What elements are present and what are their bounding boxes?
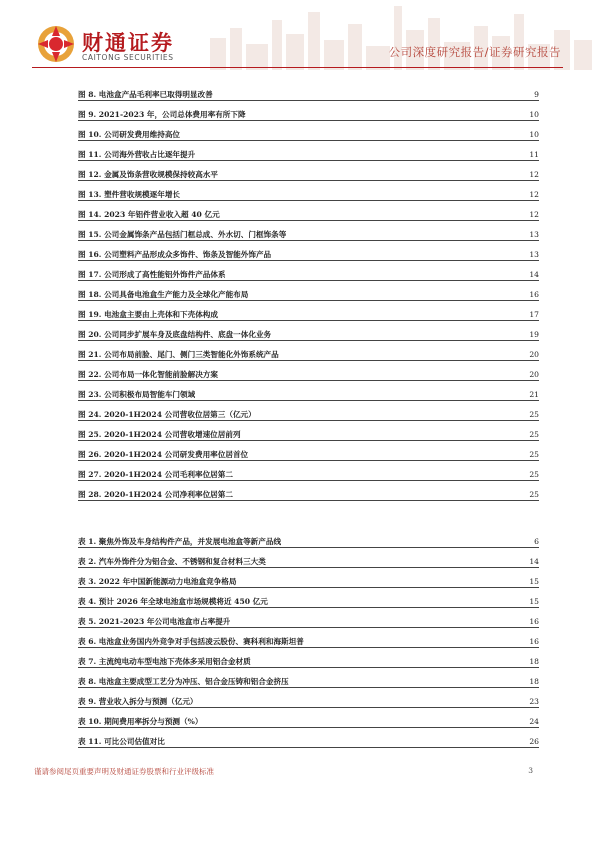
figure-entry-label: 图 23. 公司积极布局智能车门领域 [78, 390, 196, 399]
figure-entry-label: 图 11. 公司海外营收占比逐年提升 [78, 150, 196, 159]
table-entry[interactable] [78, 571, 539, 591]
table-entry-page: 16 [529, 617, 539, 626]
figure-entry[interactable] [78, 144, 539, 164]
figure-entry-page: 12 [529, 210, 539, 219]
figure-entry-page: 10 [529, 110, 539, 119]
table-entry[interactable] [78, 671, 539, 691]
figure-entry[interactable] [78, 304, 539, 324]
table-entry[interactable] [78, 551, 539, 571]
row-divider [78, 280, 539, 281]
figure-entry-label: 图 26. 2020-1H2024 公司研发费用率位居首位 [78, 450, 249, 459]
table-entry-page: 26 [529, 737, 539, 746]
figure-entry-label: 图 15. 公司金属饰条产品包括门框总成、外水切、门框饰条等 [78, 230, 287, 239]
figure-entry-page: 16 [529, 290, 539, 299]
table-entry[interactable] [78, 711, 539, 731]
row-divider [78, 220, 539, 221]
figure-entry-page: 17 [529, 310, 539, 319]
row-divider [78, 707, 539, 708]
table-entry[interactable] [78, 691, 539, 711]
table-entry-page: 14 [529, 557, 539, 566]
table-entry[interactable] [78, 731, 539, 751]
row-divider [78, 300, 539, 301]
figure-entry-label: 图 28. 2020-1H2024 公司净利率位居第二 [78, 490, 233, 499]
table-entry[interactable] [78, 651, 539, 671]
row-divider [78, 647, 539, 648]
row-divider [78, 400, 539, 401]
figure-entry[interactable] [78, 244, 539, 264]
figure-entry[interactable] [78, 464, 539, 484]
figure-entry[interactable] [78, 364, 539, 384]
figure-entry-page: 25 [529, 430, 539, 439]
figure-entry-label: 图 17. 公司形成了高性能铝外饰件产品体系 [78, 270, 226, 279]
figure-entry-page: 19 [529, 330, 539, 339]
figure-entry[interactable] [78, 284, 539, 304]
figure-entry[interactable] [78, 204, 539, 224]
figure-entry-page: 11 [529, 150, 539, 159]
figure-entry-label: 图 24. 2020-1H2024 公司营收位居第三（亿元） [78, 410, 256, 419]
figure-entry-page: 13 [529, 230, 539, 239]
figure-entry-page: 14 [529, 270, 539, 279]
row-divider [78, 120, 539, 121]
row-divider [78, 160, 539, 161]
figure-entry[interactable] [78, 184, 539, 204]
table-entry-page: 23 [529, 697, 539, 706]
figure-entry-label: 图 18. 公司具备电池盒生产能力及全球化产能布局 [78, 290, 249, 299]
table-entry-label: 表 6. 电池盒业务国内外竞争对手包括凌云股份、赛科利和海斯坦普 [78, 637, 304, 646]
figure-entry-label: 图 12. 金属及饰条营收规模保持较高水平 [78, 170, 218, 179]
figure-entry[interactable] [78, 224, 539, 244]
figure-entry-page: 9 [534, 90, 539, 99]
row-divider [78, 380, 539, 381]
figure-entry[interactable] [78, 104, 539, 124]
footer-disclaimer: 谨请参阅尾页重要声明及财通证券股票和行业评级标准 [34, 767, 214, 776]
figure-entry-page: 25 [529, 470, 539, 479]
row-divider [78, 460, 539, 461]
table-index [78, 531, 539, 751]
row-divider [78, 667, 539, 668]
figure-entry-label: 图 13. 塑件营收规模逐年增长 [78, 190, 181, 199]
table-entry-label: 表 10. 期间费用率拆分与预测（%） [78, 717, 203, 726]
row-divider [78, 627, 539, 628]
figure-entry-page: 25 [529, 490, 539, 499]
figure-entry-label: 图 16. 公司塑料产品形成众多饰件、饰条及智能外饰产品 [78, 250, 272, 259]
header-divider [32, 67, 563, 68]
row-divider [78, 440, 539, 441]
row-divider [78, 727, 539, 728]
row-divider [78, 200, 539, 201]
row-divider [78, 240, 539, 241]
row-divider [78, 180, 539, 181]
row-divider [78, 687, 539, 688]
table-entry-label: 表 9. 营业收入拆分与预测（亿元） [78, 697, 198, 706]
table-entry-page: 15 [529, 597, 539, 606]
table-entry-page: 24 [529, 717, 539, 726]
figure-entry-label: 图 19. 电池盒主要由上壳体和下壳体构成 [78, 310, 218, 319]
figure-entry[interactable] [78, 324, 539, 344]
figure-entry-label: 图 21. 公司布局前脸、尾门、侧门三类智能化外饰系统产品 [78, 350, 279, 359]
row-divider [78, 360, 539, 361]
row-divider [78, 340, 539, 341]
table-entry-label: 表 3. 2022 年中国新能源动力电池盒竞争格局 [78, 577, 237, 586]
figure-entry-page: 20 [529, 370, 539, 379]
row-divider [78, 480, 539, 481]
figure-entry-label: 图 8. 电池盒产品毛利率已取得明显改善 [78, 90, 213, 99]
table-entry-page: 16 [529, 637, 539, 646]
figure-entry[interactable] [78, 164, 539, 184]
table-entry-label: 表 2. 汽车外饰件分为铝合金、不锈钢和复合材料三大类 [78, 557, 266, 566]
figure-entry-label: 图 14. 2023 年铝件营业收入超 40 亿元 [78, 210, 220, 219]
table-entry-label: 表 4. 预计 2026 年全球电池盒市场规模将近 450 亿元 [78, 597, 268, 606]
table-entry[interactable] [78, 611, 539, 631]
figure-entry-page: 21 [529, 390, 539, 399]
table-entry-label: 表 7. 主流纯电动车型电池下壳体多采用铝合金材质 [78, 657, 251, 666]
row-divider [78, 140, 539, 141]
table-entry-page: 15 [529, 577, 539, 586]
table-entry-page: 18 [529, 657, 539, 666]
row-divider [78, 587, 539, 588]
figure-index [78, 84, 539, 504]
figure-entry-label: 图 20. 公司同步扩展车身及底盘结构件、底盘一体化业务 [78, 330, 272, 339]
figure-entry-page: 20 [529, 350, 539, 359]
figure-entry-page: 12 [529, 190, 539, 199]
figure-entry-page: 10 [529, 130, 539, 139]
row-divider [78, 500, 539, 501]
figure-entry-page: 25 [529, 450, 539, 459]
caitong-logo-icon [36, 24, 76, 64]
table-entry-label: 表 5. 2021-2023 年公司电池盒市占率提升 [78, 617, 231, 626]
row-divider [78, 607, 539, 608]
figure-entry[interactable] [78, 404, 539, 424]
row-divider [78, 747, 539, 748]
company-logo-name: 财通证券 [82, 31, 174, 55]
row-divider [78, 420, 539, 421]
figure-entry-label: 图 22. 公司布局一体化智能前脸解决方案 [78, 370, 218, 379]
figure-entry[interactable] [78, 344, 539, 364]
table-entry-page: 18 [529, 677, 539, 686]
company-logo-english: CAITONG SECURITIES [82, 53, 174, 62]
page-header [0, 0, 595, 80]
table-entry[interactable] [78, 591, 539, 611]
figure-entry-page: 25 [529, 410, 539, 419]
table-entry-label: 表 8. 电池盒主要成型工艺分为冲压、铝合金压铸和铝合金挤压 [78, 677, 289, 686]
figure-entry[interactable] [78, 424, 539, 444]
figure-entry-label: 图 27. 2020-1H2024 公司毛利率位居第二 [78, 470, 233, 479]
row-divider [78, 547, 539, 548]
row-divider [78, 567, 539, 568]
table-entry-label: 表 1. 聚焦外饰及车身结构件产品，并发展电池盒等新产品线 [78, 537, 282, 546]
figure-entry-label: 图 25. 2020-1H2024 公司营收增速位居前列 [78, 430, 241, 439]
row-divider [78, 320, 539, 321]
table-entry[interactable] [78, 631, 539, 651]
figure-entry-page: 12 [529, 170, 539, 179]
figure-entry[interactable] [78, 264, 539, 284]
figure-entry[interactable] [78, 124, 539, 144]
figure-entry[interactable] [78, 444, 539, 464]
report-type-label: 公司深度研究报告/证券研究报告 [388, 45, 561, 59]
row-divider [78, 100, 539, 101]
figure-entry[interactable] [78, 384, 539, 404]
figure-entry-page: 13 [529, 250, 539, 259]
figure-entry[interactable] [78, 84, 539, 104]
figure-entry[interactable] [78, 484, 539, 504]
table-entry[interactable] [78, 531, 539, 551]
page-number: 3 [528, 766, 533, 775]
row-divider [78, 260, 539, 261]
figure-entry-label: 图 10. 公司研发费用维持高位 [78, 130, 181, 139]
table-entry-page: 6 [534, 537, 539, 546]
figure-entry-label: 图 9. 2021-2023 年，公司总体费用率有所下降 [78, 110, 246, 119]
table-entry-label: 表 11. 可比公司估值对比 [78, 737, 165, 746]
